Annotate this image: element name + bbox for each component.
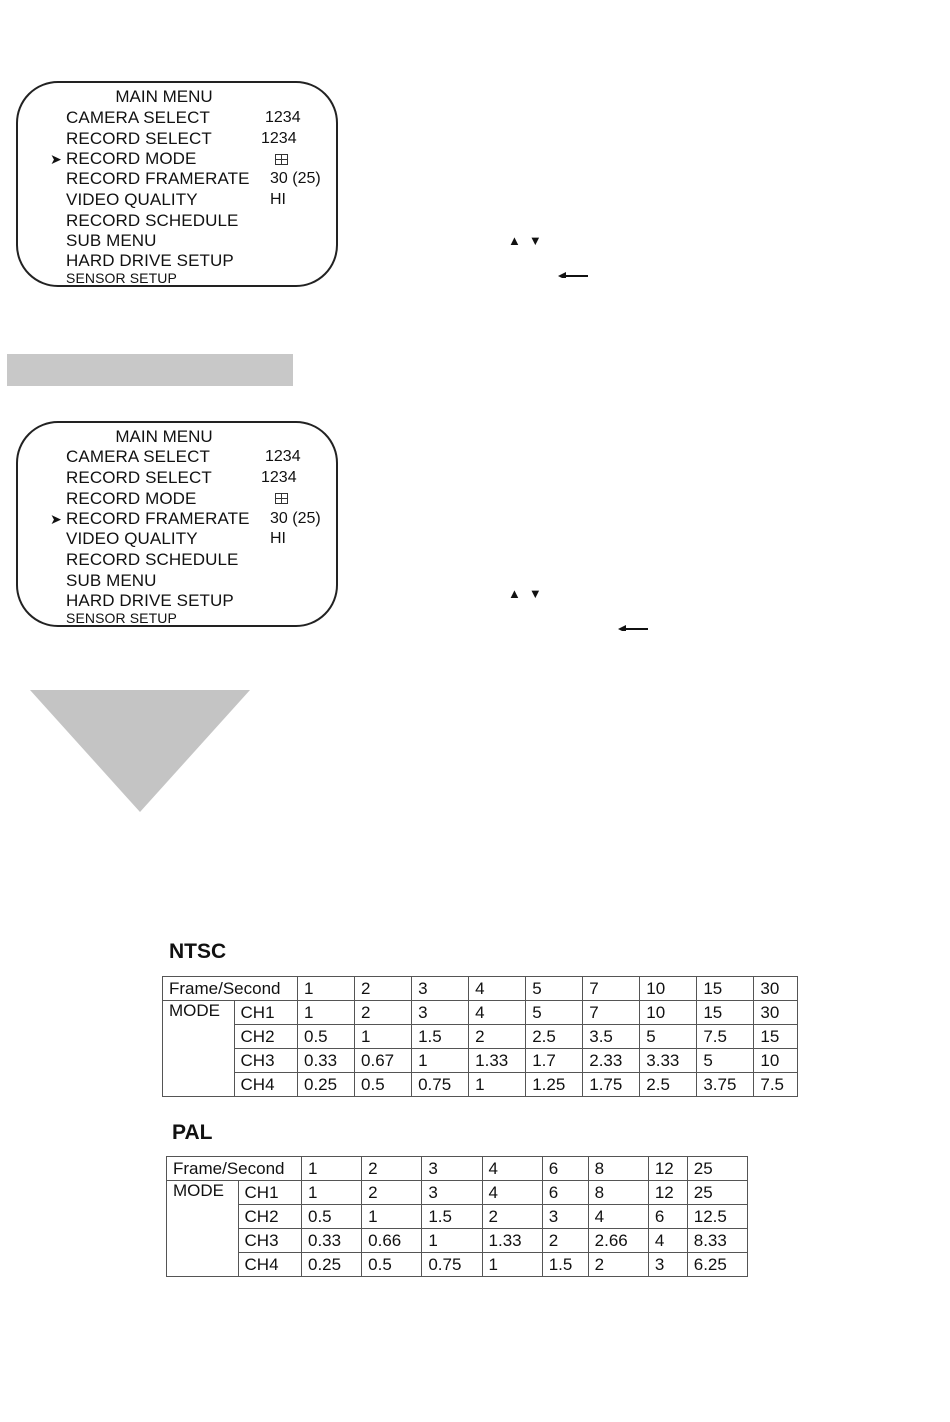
menu-item-sensor-setup[interactable]: SENSOR SETUP bbox=[66, 610, 177, 626]
table-cell: 3 bbox=[542, 1205, 588, 1229]
table-cell: 7.5 bbox=[754, 1073, 798, 1097]
table-cell: 0.33 bbox=[298, 1049, 355, 1073]
table-cell: 1 bbox=[298, 1001, 355, 1025]
table-cell: 1 bbox=[355, 1025, 412, 1049]
quad-split-icon bbox=[275, 493, 288, 504]
channel-label: CH1 bbox=[234, 1001, 297, 1025]
table-cell: 3 bbox=[412, 1001, 469, 1025]
table-cell: 1.5 bbox=[412, 1025, 469, 1049]
table-cell: 4 bbox=[469, 1001, 526, 1025]
menu-item-record-mode[interactable]: RECORD MODE bbox=[66, 149, 197, 168]
record-framerate-value: 30 (25) bbox=[270, 510, 321, 527]
header-value: 3 bbox=[422, 1157, 482, 1181]
menu-item-record-framerate[interactable]: RECORD FRAMERATE bbox=[66, 509, 250, 528]
table-cell: 0.75 bbox=[412, 1073, 469, 1097]
table-header-row bbox=[167, 1157, 748, 1181]
table-cell: 1.33 bbox=[469, 1049, 526, 1073]
menu-item-record-mode[interactable]: RECORD MODE bbox=[66, 489, 197, 508]
mode-label: MODE bbox=[167, 1181, 239, 1277]
table-cell: 1 bbox=[302, 1181, 362, 1205]
menu-item-hard-drive-setup[interactable]: HARD DRIVE SETUP bbox=[66, 251, 234, 270]
osd-main-menu-2 bbox=[16, 421, 338, 627]
menu-item-record-schedule[interactable]: RECORD SCHEDULE bbox=[66, 211, 239, 230]
table-cell: 12 bbox=[648, 1181, 687, 1205]
table-cell: 5 bbox=[526, 1001, 583, 1025]
menu-item-record-select[interactable]: RECORD SELECT bbox=[66, 129, 212, 148]
table-cell: 6.25 bbox=[687, 1253, 747, 1277]
table-cell: 5 bbox=[640, 1025, 697, 1049]
table-cell: 3.75 bbox=[697, 1073, 754, 1097]
header-value: 6 bbox=[542, 1157, 588, 1181]
table-cell: 0.5 bbox=[362, 1253, 422, 1277]
channel-label: CH2 bbox=[234, 1025, 297, 1049]
header-value: 8 bbox=[588, 1157, 648, 1181]
table-cell: 4 bbox=[648, 1229, 687, 1253]
header-value: 25 bbox=[687, 1157, 747, 1181]
table-cell: 2.33 bbox=[583, 1049, 640, 1073]
up-down-arrows-icon: ▲▼ bbox=[508, 586, 550, 601]
table-row bbox=[167, 1181, 748, 1205]
video-quality-value: HI bbox=[270, 530, 286, 547]
table-cell: 0.5 bbox=[302, 1205, 362, 1229]
table-cell: 6 bbox=[542, 1181, 588, 1205]
table-cell: 7 bbox=[583, 1001, 640, 1025]
video-quality-value: HI bbox=[270, 191, 286, 208]
menu-item-sensor-setup[interactable]: SENSOR SETUP bbox=[66, 270, 177, 286]
table-cell: 2 bbox=[588, 1253, 648, 1277]
table-cell: 0.33 bbox=[302, 1229, 362, 1253]
table-cell: 4 bbox=[588, 1205, 648, 1229]
table-cell: 2 bbox=[362, 1181, 422, 1205]
channel-label: CH3 bbox=[234, 1049, 297, 1073]
header-label: Frame/Second bbox=[167, 1157, 302, 1181]
table-cell: 0.5 bbox=[298, 1025, 355, 1049]
table-cell: 0.67 bbox=[355, 1049, 412, 1073]
record-framerate-value: 30 (25) bbox=[270, 170, 321, 187]
header-value: 2 bbox=[362, 1157, 422, 1181]
table-cell: 10 bbox=[754, 1049, 798, 1073]
record-select-value: 1234 bbox=[261, 469, 297, 486]
menu-item-sub-menu[interactable]: SUB MENU bbox=[66, 231, 157, 250]
table-cell: 30 bbox=[754, 1001, 798, 1025]
enter-return-icon bbox=[558, 256, 588, 278]
table-cell: 7.5 bbox=[697, 1025, 754, 1049]
menu-item-video-quality[interactable]: VIDEO QUALITY bbox=[66, 190, 198, 209]
header-value: 4 bbox=[482, 1157, 542, 1181]
camera-select-value: 1234 bbox=[265, 448, 301, 465]
table-cell: 2 bbox=[355, 1001, 412, 1025]
table-cell: 1.5 bbox=[422, 1205, 482, 1229]
section-heading-bar bbox=[7, 354, 293, 386]
table-cell: 3 bbox=[422, 1181, 482, 1205]
table-cell: 12.5 bbox=[687, 1205, 747, 1229]
table-cell: 1 bbox=[412, 1049, 469, 1073]
table-cell: 0.66 bbox=[362, 1229, 422, 1253]
table-row bbox=[163, 1001, 798, 1025]
quad-split-icon bbox=[275, 154, 288, 165]
table-cell: 2 bbox=[482, 1205, 542, 1229]
table-cell: 0.75 bbox=[422, 1253, 482, 1277]
table-cell: 0.25 bbox=[298, 1073, 355, 1097]
pal-framerate-table bbox=[166, 1156, 748, 1277]
menu-item-sub-menu[interactable]: SUB MENU bbox=[66, 571, 157, 590]
table-cell: 4 bbox=[482, 1181, 542, 1205]
table-cell: 25 bbox=[687, 1181, 747, 1205]
table-cell: 1 bbox=[469, 1073, 526, 1097]
menu-cursor-icon: ➤ bbox=[50, 511, 62, 527]
table-cell: 2 bbox=[542, 1229, 588, 1253]
table-cell: 3 bbox=[648, 1253, 687, 1277]
table-cell: 1.7 bbox=[526, 1049, 583, 1073]
table-cell: 1.33 bbox=[482, 1229, 542, 1253]
table-row bbox=[167, 1205, 748, 1229]
table-row bbox=[167, 1253, 748, 1277]
table-cell: 3.33 bbox=[640, 1049, 697, 1073]
table-row bbox=[163, 1049, 798, 1073]
table-cell: 6 bbox=[648, 1205, 687, 1229]
header-value: 2 bbox=[355, 977, 412, 1001]
table-cell: 2.5 bbox=[526, 1025, 583, 1049]
channel-label: CH2 bbox=[238, 1205, 301, 1229]
table-cell: 1 bbox=[362, 1205, 422, 1229]
table-cell: 1 bbox=[482, 1253, 542, 1277]
table-cell: 8 bbox=[588, 1181, 648, 1205]
table-cell: 0.25 bbox=[302, 1253, 362, 1277]
enter-return-icon bbox=[618, 609, 648, 631]
menu-item-record-select[interactable]: RECORD SELECT bbox=[66, 468, 212, 487]
menu-item-video-quality[interactable]: VIDEO QUALITY bbox=[66, 529, 198, 548]
menu-item-camera-select[interactable]: CAMERA SELECT bbox=[66, 447, 210, 466]
channel-label: CH4 bbox=[238, 1253, 301, 1277]
header-value: 10 bbox=[640, 977, 697, 1001]
channel-label: CH4 bbox=[234, 1073, 297, 1097]
channel-label: CH3 bbox=[238, 1229, 301, 1253]
header-value: 4 bbox=[469, 977, 526, 1001]
header-value: 15 bbox=[697, 977, 754, 1001]
table-cell: 2 bbox=[469, 1025, 526, 1049]
menu-title: MAIN MENU bbox=[115, 427, 213, 446]
ntsc-title: NTSC bbox=[169, 940, 227, 963]
record-select-value: 1234 bbox=[261, 130, 297, 147]
header-value: 12 bbox=[648, 1157, 687, 1181]
ntsc-framerate-table bbox=[162, 976, 798, 1097]
table-cell: 2.5 bbox=[640, 1073, 697, 1097]
table-cell: 10 bbox=[640, 1001, 697, 1025]
menu-item-camera-select[interactable]: CAMERA SELECT bbox=[66, 108, 210, 127]
header-value: 7 bbox=[583, 977, 640, 1001]
header-value: 3 bbox=[412, 977, 469, 1001]
table-cell: 15 bbox=[754, 1025, 798, 1049]
table-cell: 1 bbox=[422, 1229, 482, 1253]
channel-label: CH1 bbox=[238, 1181, 301, 1205]
table-cell: 8.33 bbox=[687, 1229, 747, 1253]
table-cell: 1.25 bbox=[526, 1073, 583, 1097]
table-header-row bbox=[163, 977, 798, 1001]
header-value: 1 bbox=[302, 1157, 362, 1181]
menu-item-record-schedule[interactable]: RECORD SCHEDULE bbox=[66, 550, 239, 569]
menu-item-hard-drive-setup[interactable]: HARD DRIVE SETUP bbox=[66, 591, 234, 610]
table-row bbox=[163, 1073, 798, 1097]
menu-title: MAIN MENU bbox=[115, 87, 213, 106]
menu-item-record-framerate[interactable]: RECORD FRAMERATE bbox=[66, 169, 250, 188]
header-value: 1 bbox=[298, 977, 355, 1001]
table-cell: 15 bbox=[697, 1001, 754, 1025]
table-cell: 3.5 bbox=[583, 1025, 640, 1049]
table-row bbox=[167, 1229, 748, 1253]
table-cell: 5 bbox=[697, 1049, 754, 1073]
up-down-arrows-icon: ▲▼ bbox=[508, 233, 550, 248]
mode-label: MODE bbox=[163, 1001, 235, 1097]
table-cell: 0.5 bbox=[355, 1073, 412, 1097]
camera-select-value: 1234 bbox=[265, 109, 301, 126]
header-value: 30 bbox=[754, 977, 798, 1001]
header-label: Frame/Second bbox=[163, 977, 298, 1001]
osd-main-menu-1 bbox=[16, 81, 338, 287]
down-triangle-icon bbox=[30, 690, 250, 812]
menu-cursor-icon: ➤ bbox=[50, 151, 62, 167]
table-cell: 1.5 bbox=[542, 1253, 588, 1277]
header-value: 5 bbox=[526, 977, 583, 1001]
pal-title: PAL bbox=[172, 1121, 213, 1144]
table-cell: 1.75 bbox=[583, 1073, 640, 1097]
table-row bbox=[163, 1025, 798, 1049]
table-cell: 2.66 bbox=[588, 1229, 648, 1253]
